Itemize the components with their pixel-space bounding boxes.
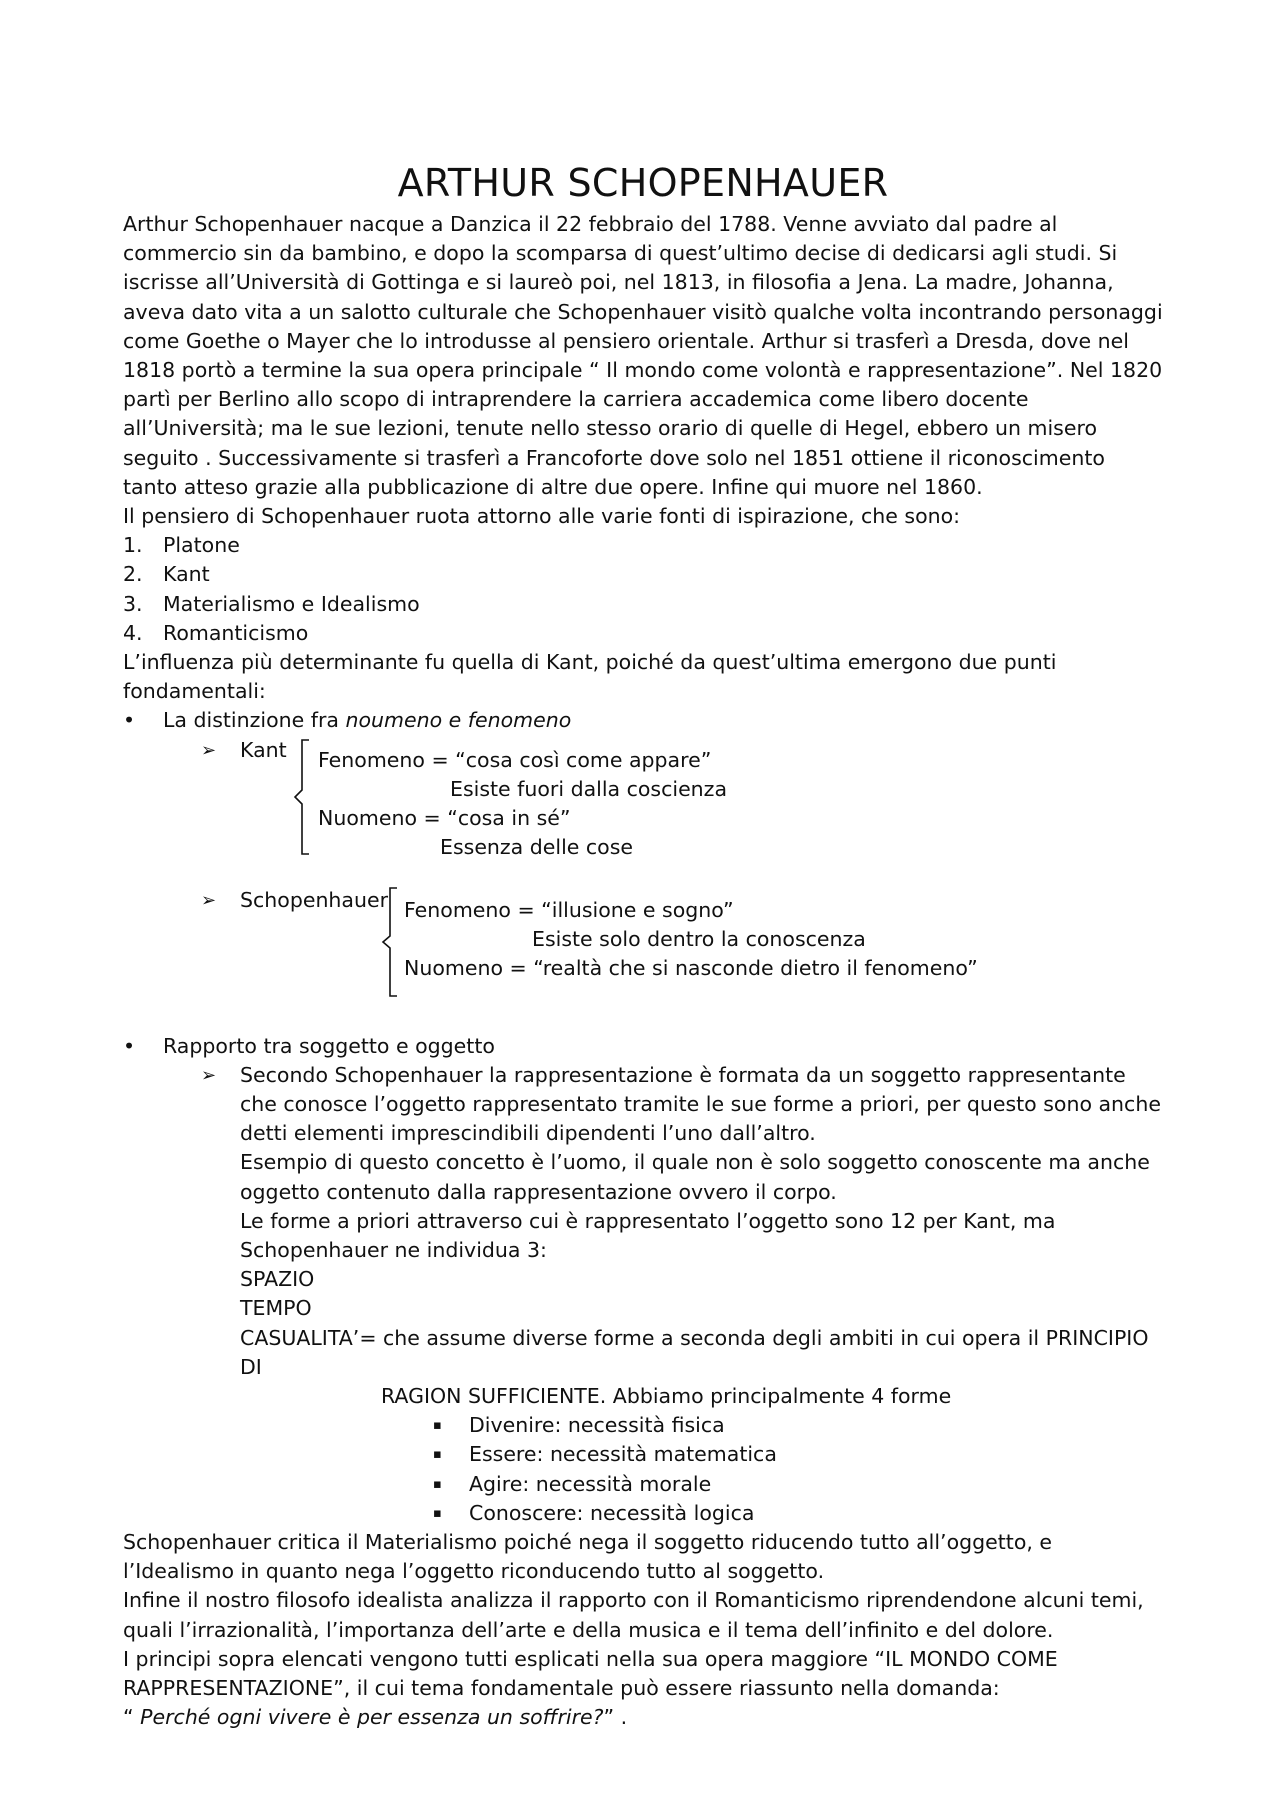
list-item-label: Romanticismo — [163, 620, 309, 645]
list-number: 1. — [123, 533, 143, 558]
representation-paragraph: Secondo Schopenhauer la rappresentazione è formata da un soggetto rappresentante che conosce l’oggetto rappresentato tramite le sue forme a priori, per questo sono anche detti elementi imprescindibili dipendenti l’uno dall’altro. — [240, 1062, 1161, 1146]
list-item — [123, 1470, 1163, 1499]
sources-list — [123, 531, 1163, 648]
conclusion-paragraph: I principi sopra elencati vengono tutti esplicati nella sua opera maggiore “IL MONDO COME RAPPRESENTAZIONE”, il cui tema fondamentale può essere riassunto nella domanda: — [123, 1646, 1058, 1700]
list-item-label: Platone — [163, 533, 240, 558]
list-number: 2. — [123, 562, 143, 587]
document-page — [123, 160, 1163, 1732]
list-item — [123, 1440, 1163, 1469]
bullet-subject-object — [123, 1032, 1163, 1061]
list-number: 4. — [123, 620, 143, 645]
list-item-label: Conoscere: necessità logica — [469, 1500, 755, 1525]
quote-text: Perché ogni vivere è per essenza un soffrire? — [140, 1705, 604, 1730]
principles-list — [123, 1411, 1163, 1528]
bullet-icon: • — [123, 1033, 136, 1058]
bullet-icon: • — [123, 708, 136, 733]
list-item — [123, 1499, 1163, 1528]
list-item-label: Divenire: necessità fisica — [469, 1413, 725, 1438]
kant-noumeno-note: Essenza delle cose — [440, 835, 634, 860]
causality-line: CASUALITA’= che assume diverse forme a seconda degli ambiti in cui opera il PRINCIPIO DI — [240, 1325, 1149, 1379]
list-item — [123, 619, 1163, 648]
schopenhauer-label: Schopenhauer — [240, 887, 389, 912]
kant-noumeno: Nuomeno = “cosa in sé” — [318, 805, 571, 830]
list-item — [123, 560, 1163, 589]
closing-quote — [123, 1703, 1163, 1732]
schop-fenomeno-note: Esiste solo dentro la conoscenza — [532, 926, 866, 951]
list-item — [123, 590, 1163, 619]
bullet-italic: noumeno e fenomeno — [345, 708, 572, 733]
list-item-label: Kant — [163, 562, 210, 587]
list-item-label: Materialismo e Idealismo — [163, 591, 420, 616]
forms-paragraph: Le forme a priori attraverso cui è rappresentato l’oggetto sono 12 per Kant, ma Schopenhauer ne individua 3: — [240, 1208, 1056, 1262]
arrow-bullet-icon: ➢ — [201, 889, 217, 911]
left-brace-icon — [381, 886, 401, 998]
list-item-label: Essere: necessità matematica — [469, 1442, 777, 1467]
kant-influence-intro: L’influenza più determinante fu quella di Kant, poiché da quest’ultima emergono due punti fondamentali: — [123, 649, 1057, 704]
critique-paragraph: Schopenhauer critica il Materialismo poiché nega il soggetto riducendo tutto all’oggetto, e l’Idealismo in quanto nega l’oggetto riconducendo tutto al soggetto. — [123, 1529, 1053, 1584]
list-item — [123, 1411, 1163, 1440]
kant-brace-block — [123, 736, 1163, 886]
square-bullet-icon: ▪ — [433, 1447, 442, 1463]
representation-section — [123, 1061, 1163, 1411]
example-paragraph: Esempio di questo concetto è l’uomo, il quale non è solo soggetto conoscente ma anche oggetto contenuto dalla rappresentazione ovvero il corpo. — [240, 1150, 1150, 1204]
bullet-text: Rapporto tra soggetto e oggetto — [163, 1033, 495, 1058]
schop-noumeno: Nuomeno = “realtà che si nasconde dietro il fenomeno” — [404, 955, 978, 980]
sources-intro: Il pensiero di Schopenhauer ruota attorno alle varie fonti di ispirazione, che sono: — [123, 504, 961, 529]
square-bullet-icon: ▪ — [433, 1505, 442, 1521]
list-item-label: Agire: necessità morale — [469, 1471, 712, 1496]
schop-fenomeno: Fenomeno = “illusione e sogno” — [404, 897, 734, 922]
kant-fenomeno: Fenomeno = “cosa così come appare” — [318, 747, 712, 772]
causality-line-continued: RAGION SUFFICIENTE. Abbiamo principalmente 4 forme — [381, 1384, 952, 1408]
bullet-text: La distinzione fra — [163, 708, 346, 733]
form-time: TEMPO — [240, 1296, 312, 1321]
square-bullet-icon: ▪ — [433, 1476, 442, 1492]
schopenhauer-brace-block — [123, 886, 1163, 1032]
romanticism-paragraph: Infine il nostro filosofo idealista analizza il rapporto con il Romanticismo riprendendone alcuni temi, quali l’irrazionalità, l’importanza dell’arte e della musica e il tema dell’infinito e del dolore. — [123, 1588, 1144, 1642]
intro-paragraph: Arthur Schopenhauer nacque a Danzica il 22 febbraio del 1788. Venne avviato dal padre al commercio sin da bambino, e dopo la scomparsa di quest’ultimo decise di dedicarsi agli studi. Si iscrisse all’Università di Gottinga e si laureò poi, nel 1813, in filosofia a Jena. La madre, Johanna, aveva dato vita a un salotto culturale che Schopenhauer visitò qualche volta incontrando personaggi come Goethe o Mayer che lo introdusse al pensiero orientale. Arthur si trasferì a Dresda, dove nel 1818 portò a termine la sua opera principale “ Il mondo come volontà e rappresentazione”. Nel 1820 partì per Berlino allo scopo di intraprendere la carriera accademica come libero docente all’Università; ma le sue lezioni, tenute nello stesso orario di quelle di Hegel, ebbero un misero seguito . Successivamente si trasferì a Francoforte dove solo nel 1851 ottiene il riconoscimento tanto atteso grazie alla pubblicazione di altre due opere. Infine qui muore nel 1860. — [123, 212, 1163, 499]
bullet-distinction — [123, 706, 1163, 735]
left-brace-icon — [293, 738, 313, 856]
quote-open: “ — [123, 1705, 141, 1730]
kant-fenomeno-note: Esiste fuori dalla coscienza — [450, 776, 728, 801]
square-bullet-icon: ▪ — [433, 1418, 442, 1434]
list-number: 3. — [123, 591, 143, 616]
kant-label: Kant — [240, 737, 287, 762]
list-item — [123, 531, 1163, 560]
quote-close: ” . — [603, 1705, 628, 1730]
arrow-bullet-icon: ➢ — [201, 739, 217, 761]
page-title: ARTHUR SCHOPENHAUER — [397, 161, 889, 205]
form-space: SPAZIO — [240, 1267, 315, 1292]
arrow-bullet-icon: ➢ — [201, 1064, 217, 1086]
